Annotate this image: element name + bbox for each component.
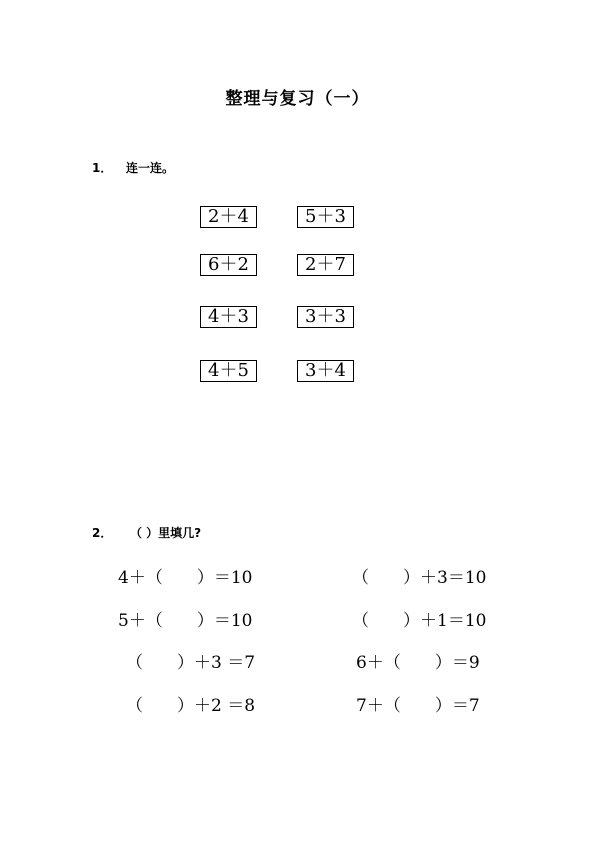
equation-right-3[interactable]: 6＋（ ）＝9: [356, 653, 480, 673]
left-expression-box[interactable]: 4＋3: [200, 306, 257, 328]
equation-left-2[interactable]: 5＋（ ）＝10: [118, 611, 253, 631]
equation-left-1[interactable]: 4＋（ ）＝10: [118, 568, 253, 588]
right-expression-box[interactable]: 2＋7: [297, 254, 354, 276]
equation-right-1[interactable]: （ ）＋3＝10: [352, 568, 487, 588]
left-expression-box[interactable]: 6＋2: [200, 254, 257, 276]
question-2-number: 2．: [92, 526, 113, 540]
right-expression-box[interactable]: 3＋4: [297, 360, 354, 382]
equation-right-2[interactable]: （ ）＋1＝10: [352, 611, 487, 631]
question-2-text: （ ）里填几?: [130, 526, 202, 540]
equation-left-4[interactable]: （ ）＋2 ＝8: [126, 696, 256, 716]
equation-right-4[interactable]: 7＋（ ）＝7: [356, 696, 480, 716]
question-1-number: 1．: [92, 161, 113, 175]
left-expression-box[interactable]: 2＋4: [200, 206, 257, 228]
page-title: 整理与复习（一）: [225, 89, 370, 109]
right-expression-box[interactable]: 5＋3: [297, 206, 354, 228]
equation-left-3[interactable]: （ ）＋3 ＝7: [126, 653, 256, 673]
left-expression-box[interactable]: 4＋5: [200, 360, 257, 382]
right-expression-box[interactable]: 3＋3: [297, 306, 354, 328]
question-1-text: 连一连。: [126, 161, 175, 175]
